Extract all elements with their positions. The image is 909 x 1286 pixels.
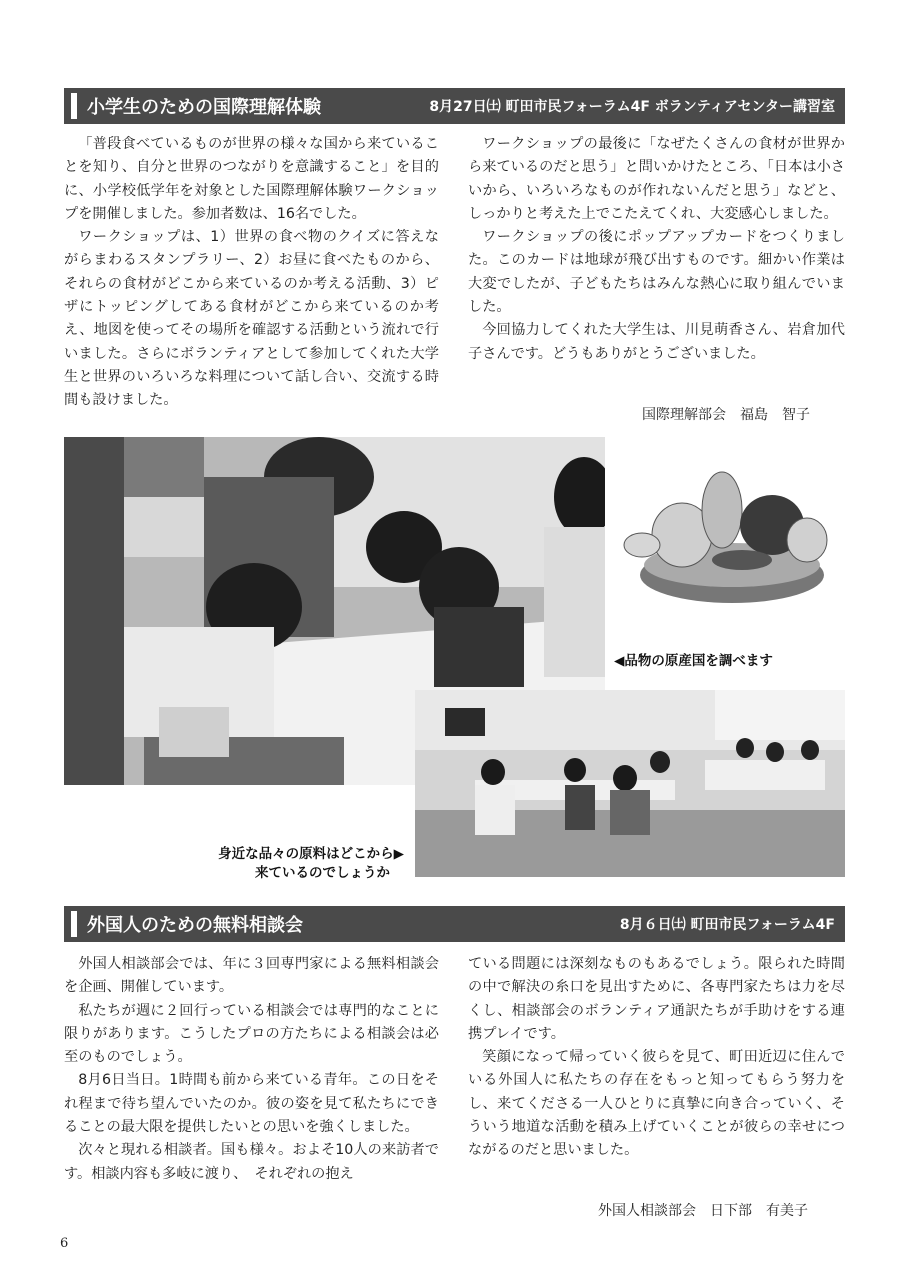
- header-stripe: [71, 93, 77, 119]
- caption-line: 身近な品々の原料はどこから▶: [218, 846, 404, 862]
- paragraph: ワークショップの最後に「なぜたくさんの食材が世界から来ているのだと思う」と問いかけたところ、「日本は小さいから、いろいろなものが作れないんだと思う」などと、しっかりと考えた上でこたえてくれ、大変感心しました。: [468, 136, 845, 222]
- paragraph: 8月6日当日。1時間も前から来ている青年。この日をそれ程まで待ち望んでいたのか。彼の姿を見て私たちにできることの最大限を提供したいとの思いを強くしました。: [64, 1072, 439, 1136]
- section2-left-column: [64, 953, 439, 1186]
- section1-right-column: [468, 133, 845, 366]
- section-header-international: [64, 88, 845, 124]
- paragraph: 次々と現れる相談者。国も様々。およそ10人の来訪者です。相談内容も多岐に渡り、 それぞれの抱え: [64, 1142, 439, 1182]
- page-number: 6: [60, 1236, 69, 1251]
- vegetable-basket-illustration: [622, 465, 832, 615]
- caption-classroom: [206, 845, 404, 883]
- caption-line: 来ているのでしょうか: [255, 865, 390, 881]
- header-stripe: [71, 911, 77, 937]
- section-title: 小学生のための国際理解体験: [87, 97, 321, 118]
- paragraph: 「普段食べているものが世界の様々な国から来ていることを知り、自分と世界のつながりを意識すること」を目的に、小学校低学年を対象とした国際理解体験ワークショップを開催しました。参加者数は、16名でした。: [64, 136, 439, 222]
- classroom-photo: [415, 690, 845, 877]
- section1-left-column: [64, 133, 439, 413]
- section-event-info: 8月27日㈯ 町田市民フォーラム4F ボランティアセンター講習室: [429, 99, 835, 115]
- paragraph: 私たちが週に２回行っている相談会では専門的なことに限りがあります。こうしたプロの方たちによる相談会は必至のものでしょう。: [64, 1002, 439, 1066]
- section-event-info: 8月６日㈯ 町田市民フォーラム4F: [619, 917, 835, 933]
- section-header-consultation: [64, 906, 845, 942]
- author-signature: 国際理解部会 福島 智子: [642, 407, 810, 423]
- paragraph: 外国人相談部会では、年に３回専門家による無料相談会を企画、開催しています。: [64, 956, 439, 996]
- caption-vegetables: ◀品物の原産国を調べます: [614, 653, 773, 669]
- paragraph: 今回協力してくれた大学生は、川見萌香さん、岩倉加代子さんです。どうもありがとうございました。: [468, 322, 845, 362]
- paragraph: ている問題には深刻なものもあるでしょう。限られた時間の中で解決の糸口を見出すために、各専門家たちは力を尽くし、相談部会のボランティア通訳たちが手助けをする連携プレイです。: [468, 956, 845, 1042]
- paragraph: ワークショップは、1）世界の食べ物のクイズに答えながらまわるスタンプラリー、2）お昼に食べたものから、それらの食材がどこから来ているのか考える活動、3）ピザにトッピングしてある食材がどこから来ているのか考え、地図を使ってその場所を確認する活動という流れで行いました。さらにボランティアとして参加してくれた大学生と世界のいろいろな料理について話し合い、交流する時間も設けました。: [64, 229, 439, 409]
- section2-right-column: [468, 953, 845, 1163]
- paragraph: ワークショップの後にポップアップカードをつくりました。このカードは地球が飛び出すものです。細かい作業は大変でしたが、子どもたちはみんな熱心に取り組んでいました。: [468, 229, 845, 316]
- section-title: 外国人のための無料相談会: [87, 915, 303, 936]
- paragraph: 笑顔になって帰っていく彼らを見て、町田近辺に住んでいる外国人に私たちの存在をもっと知ってもらう努力をし、来てくださる一人ひとりに真摯に向き合っていく、そういう地道な活動を積み上げていくことが彼らの幸せにつながるのだと思いました。: [468, 1049, 845, 1159]
- author-signature: 外国人相談部会 日下部 有美子: [598, 1203, 808, 1219]
